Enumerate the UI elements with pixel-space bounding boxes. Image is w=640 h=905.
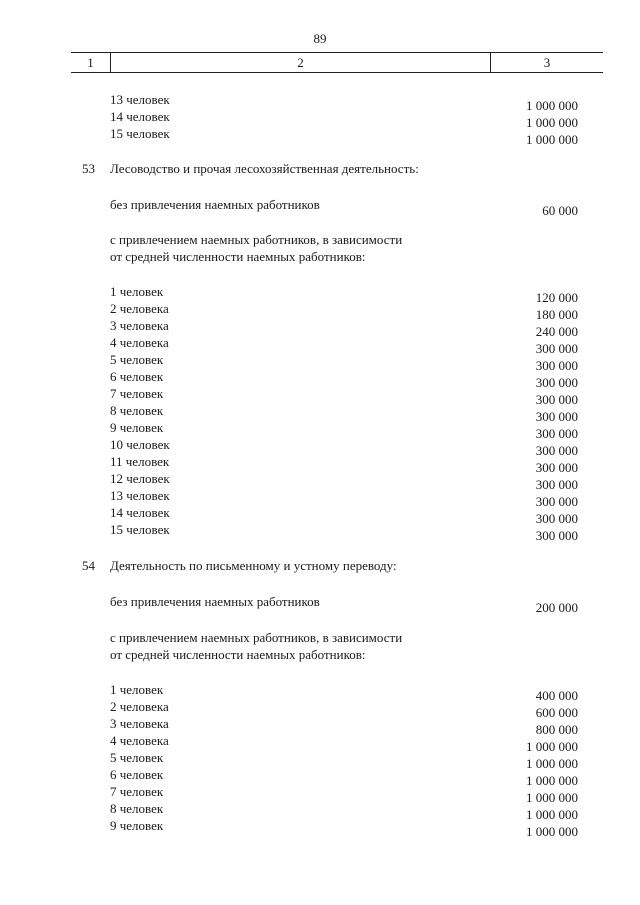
row-value: 1 000 000 bbox=[526, 773, 578, 788]
row-label: 4 человека bbox=[110, 335, 169, 350]
row-label: 10 человек bbox=[110, 437, 170, 452]
row-value: 300 000 bbox=[535, 375, 578, 390]
row-value: 180 000 bbox=[535, 307, 578, 322]
row-value: 300 000 bbox=[535, 358, 578, 373]
row-label: 13 человек bbox=[110, 92, 170, 107]
row-value: 1 000 000 bbox=[526, 115, 578, 130]
row-label: 7 человек bbox=[110, 784, 164, 799]
row-note: от средней численности наемных работников: bbox=[110, 647, 366, 662]
row-label: 9 человек bbox=[110, 420, 164, 435]
row-label: 6 человек bbox=[110, 369, 164, 384]
row-value: 300 000 bbox=[535, 460, 578, 475]
row-value: 240 000 bbox=[535, 324, 578, 339]
row-value: 1 000 000 bbox=[526, 790, 578, 805]
row-label: 8 человек bbox=[110, 403, 164, 418]
row-value: 1 000 000 bbox=[526, 824, 578, 839]
row-value: 1 000 000 bbox=[526, 807, 578, 822]
row-value: 300 000 bbox=[535, 477, 578, 492]
row-label: 11 человек bbox=[110, 454, 170, 469]
row-value: 300 000 bbox=[535, 392, 578, 407]
row-label: 14 человек bbox=[110, 505, 170, 520]
row-note: с привлечением наемных работников, в зависимости bbox=[110, 232, 403, 247]
row-value: 300 000 bbox=[535, 341, 578, 356]
row-value: 300 000 bbox=[535, 426, 578, 441]
row-value: 200 000 bbox=[535, 600, 578, 615]
section-number: 53 bbox=[82, 161, 95, 176]
row-note: с привлечением наемных работников, в зависимости bbox=[110, 630, 403, 645]
section-title: Лесоводство и прочая лесохозяйственная деятельность: bbox=[110, 161, 419, 176]
header-bottom-border bbox=[71, 72, 603, 73]
section-title: Деятельность по письменному и устному переводу: bbox=[110, 558, 397, 573]
row-value: 1 000 000 bbox=[526, 739, 578, 754]
header-col-3: 3 bbox=[543, 55, 551, 70]
row-label: 9 человек bbox=[110, 818, 164, 833]
row-value: 300 000 bbox=[535, 511, 578, 526]
row-label: 1 человек bbox=[110, 284, 164, 299]
page-number: 89 bbox=[313, 31, 327, 46]
row-label: 4 человека bbox=[110, 733, 169, 748]
row-label: 3 человека bbox=[110, 318, 169, 333]
row-value: 300 000 bbox=[535, 443, 578, 458]
row-label: 7 человек bbox=[110, 386, 164, 401]
row-value: 1 000 000 bbox=[526, 756, 578, 771]
row-label: 15 человек bbox=[110, 522, 170, 537]
row-label: 1 человек bbox=[110, 682, 164, 697]
row-label: 8 человек bbox=[110, 801, 164, 816]
row-value: 400 000 bbox=[535, 688, 578, 703]
row-label: 14 человек bbox=[110, 109, 170, 124]
row-label: 6 человек bbox=[110, 767, 164, 782]
row-value: 300 000 bbox=[535, 409, 578, 424]
row-label: 2 человека bbox=[110, 301, 169, 316]
row-label: 12 человек bbox=[110, 471, 170, 486]
row-value: 1 000 000 bbox=[526, 98, 578, 113]
row-value: 600 000 bbox=[535, 705, 578, 720]
row-label: без привлечения наемных работников bbox=[110, 197, 320, 212]
row-note: от средней численности наемных работников: bbox=[110, 249, 366, 264]
section-number: 54 bbox=[82, 558, 95, 573]
row-value: 300 000 bbox=[535, 528, 578, 543]
header-top-border bbox=[71, 52, 603, 53]
row-label: 2 человека bbox=[110, 699, 169, 714]
header-col-2: 2 bbox=[297, 55, 304, 70]
row-value: 1 000 000 bbox=[526, 132, 578, 147]
row-value: 120 000 bbox=[535, 290, 578, 305]
row-label: 5 человек bbox=[110, 352, 164, 367]
header-col-1: 1 bbox=[87, 55, 94, 70]
row-value: 800 000 bbox=[535, 722, 578, 737]
row-label: 3 человека bbox=[110, 716, 169, 731]
row-label: 15 человек bbox=[110, 126, 170, 141]
row-label: 5 человек bbox=[110, 750, 164, 765]
row-label: 13 человек bbox=[110, 488, 170, 503]
row-value: 60 000 bbox=[542, 203, 578, 218]
row-value: 300 000 bbox=[535, 494, 578, 509]
row-label: без привлечения наемных работников bbox=[110, 594, 320, 609]
